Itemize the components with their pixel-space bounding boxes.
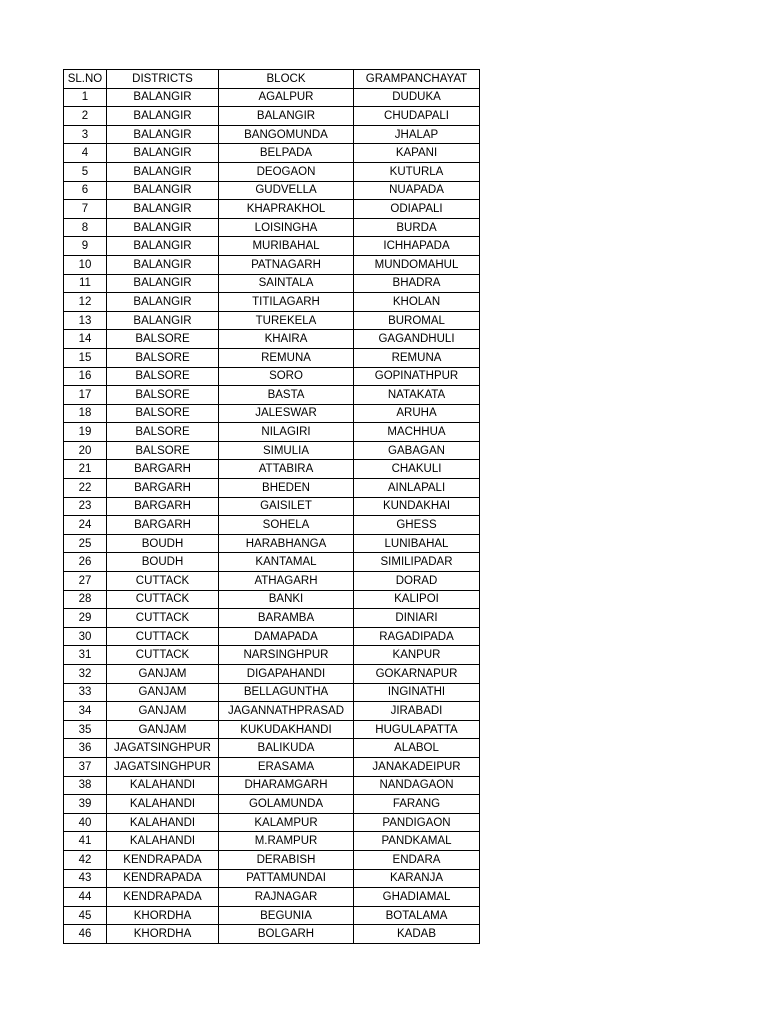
cell-grampanchayat: RAGADIPADA bbox=[354, 627, 480, 646]
table-row bbox=[64, 572, 480, 591]
cell-district: CUTTACK bbox=[107, 627, 219, 646]
cell-grampanchayat: AINLAPALI bbox=[354, 479, 480, 498]
cell-block: DHARAMGARH bbox=[219, 776, 354, 795]
cell-grampanchayat: SIMILIPADAR bbox=[354, 553, 480, 572]
cell-slno: 36 bbox=[64, 739, 107, 758]
cell-grampanchayat: ARUHA bbox=[354, 404, 480, 423]
cell-district: BALANGIR bbox=[107, 311, 219, 330]
cell-grampanchayat: INGINATHI bbox=[354, 683, 480, 702]
cell-slno: 46 bbox=[64, 925, 107, 944]
cell-district: KALAHANDI bbox=[107, 832, 219, 851]
cell-grampanchayat: PANDIGAON bbox=[354, 813, 480, 832]
cell-grampanchayat: DORAD bbox=[354, 572, 480, 591]
cell-block: SORO bbox=[219, 367, 354, 386]
cell-district: BALSORE bbox=[107, 441, 219, 460]
table-row bbox=[64, 237, 480, 256]
header-districts: DISTRICTS bbox=[107, 70, 219, 89]
cell-slno: 34 bbox=[64, 702, 107, 721]
cell-district: JAGATSINGHPUR bbox=[107, 757, 219, 776]
cell-grampanchayat: JHALAP bbox=[354, 125, 480, 144]
table-row bbox=[64, 888, 480, 907]
cell-slno: 1 bbox=[64, 88, 107, 107]
cell-grampanchayat: KADAB bbox=[354, 925, 480, 944]
cell-slno: 35 bbox=[64, 720, 107, 739]
table-row bbox=[64, 869, 480, 888]
cell-slno: 33 bbox=[64, 683, 107, 702]
cell-slno: 27 bbox=[64, 572, 107, 591]
cell-district: BALANGIR bbox=[107, 144, 219, 163]
cell-district: GANJAM bbox=[107, 683, 219, 702]
cell-slno: 2 bbox=[64, 107, 107, 126]
cell-district: BOUDH bbox=[107, 534, 219, 553]
cell-grampanchayat: DINIARI bbox=[354, 609, 480, 628]
table-header-row bbox=[64, 70, 480, 89]
cell-district: BALANGIR bbox=[107, 181, 219, 200]
cell-district: KALAHANDI bbox=[107, 813, 219, 832]
cell-district: CUTTACK bbox=[107, 590, 219, 609]
cell-block: SOHELA bbox=[219, 516, 354, 535]
cell-slno: 24 bbox=[64, 516, 107, 535]
cell-block: PATTAMUNDAI bbox=[219, 869, 354, 888]
cell-grampanchayat: JANAKADEIPUR bbox=[354, 757, 480, 776]
cell-block: ERASAMA bbox=[219, 757, 354, 776]
cell-block: JALESWAR bbox=[219, 404, 354, 423]
table-row bbox=[64, 850, 480, 869]
cell-grampanchayat: KAPANI bbox=[354, 144, 480, 163]
cell-block: DERABISH bbox=[219, 850, 354, 869]
table-row bbox=[64, 534, 480, 553]
cell-block: BELLAGUNTHA bbox=[219, 683, 354, 702]
cell-slno: 30 bbox=[64, 627, 107, 646]
cell-slno: 15 bbox=[64, 348, 107, 367]
cell-district: BALANGIR bbox=[107, 218, 219, 237]
cell-block: BEGUNIA bbox=[219, 906, 354, 925]
table-row bbox=[64, 293, 480, 312]
cell-block: GAISILET bbox=[219, 497, 354, 516]
table-row bbox=[64, 925, 480, 944]
cell-grampanchayat: ENDARA bbox=[354, 850, 480, 869]
cell-slno: 7 bbox=[64, 200, 107, 219]
table-row bbox=[64, 720, 480, 739]
cell-district: BALANGIR bbox=[107, 293, 219, 312]
cell-district: KENDRAPADA bbox=[107, 888, 219, 907]
cell-district: GANJAM bbox=[107, 720, 219, 739]
cell-slno: 37 bbox=[64, 757, 107, 776]
cell-grampanchayat: GAGANDHULI bbox=[354, 330, 480, 349]
cell-block: BANKI bbox=[219, 590, 354, 609]
cell-grampanchayat: REMUNA bbox=[354, 348, 480, 367]
table-row bbox=[64, 255, 480, 274]
table-row bbox=[64, 553, 480, 572]
cell-slno: 16 bbox=[64, 367, 107, 386]
table-row bbox=[64, 832, 480, 851]
cell-block: NARSINGHPUR bbox=[219, 646, 354, 665]
cell-grampanchayat: MUNDOMAHUL bbox=[354, 255, 480, 274]
cell-grampanchayat: PANDKAMAL bbox=[354, 832, 480, 851]
cell-district: GANJAM bbox=[107, 665, 219, 684]
cell-district: BARGARH bbox=[107, 516, 219, 535]
cell-slno: 31 bbox=[64, 646, 107, 665]
cell-slno: 18 bbox=[64, 404, 107, 423]
cell-block: DIGAPAHANDI bbox=[219, 665, 354, 684]
cell-slno: 41 bbox=[64, 832, 107, 851]
cell-slno: 9 bbox=[64, 237, 107, 256]
cell-grampanchayat: NUAPADA bbox=[354, 181, 480, 200]
cell-slno: 17 bbox=[64, 386, 107, 405]
cell-block: HARABHANGA bbox=[219, 534, 354, 553]
cell-block: PATNAGARH bbox=[219, 255, 354, 274]
table-row bbox=[64, 441, 480, 460]
table-row bbox=[64, 162, 480, 181]
cell-grampanchayat: KALIPOI bbox=[354, 590, 480, 609]
table-row bbox=[64, 107, 480, 126]
cell-block: KHAIRA bbox=[219, 330, 354, 349]
cell-slno: 6 bbox=[64, 181, 107, 200]
cell-slno: 4 bbox=[64, 144, 107, 163]
table-row bbox=[64, 516, 480, 535]
cell-district: BALSORE bbox=[107, 348, 219, 367]
table-row bbox=[64, 311, 480, 330]
cell-district: JAGATSINGHPUR bbox=[107, 739, 219, 758]
cell-slno: 8 bbox=[64, 218, 107, 237]
table-row bbox=[64, 702, 480, 721]
cell-district: BALANGIR bbox=[107, 162, 219, 181]
cell-block: NILAGIRI bbox=[219, 423, 354, 442]
cell-slno: 23 bbox=[64, 497, 107, 516]
table-row bbox=[64, 125, 480, 144]
table-row bbox=[64, 330, 480, 349]
table-row bbox=[64, 683, 480, 702]
cell-slno: 14 bbox=[64, 330, 107, 349]
cell-slno: 3 bbox=[64, 125, 107, 144]
cell-district: CUTTACK bbox=[107, 609, 219, 628]
cell-slno: 21 bbox=[64, 460, 107, 479]
table-row bbox=[64, 479, 480, 498]
cell-block: GOLAMUNDA bbox=[219, 795, 354, 814]
table-row bbox=[64, 181, 480, 200]
table-row bbox=[64, 590, 480, 609]
cell-block: BALANGIR bbox=[219, 107, 354, 126]
cell-district: BALANGIR bbox=[107, 237, 219, 256]
cell-grampanchayat: MACHHUA bbox=[354, 423, 480, 442]
cell-district: BARGARH bbox=[107, 460, 219, 479]
cell-block: SIMULIA bbox=[219, 441, 354, 460]
cell-district: BALANGIR bbox=[107, 274, 219, 293]
cell-grampanchayat: BURDA bbox=[354, 218, 480, 237]
table-row bbox=[64, 795, 480, 814]
table-row bbox=[64, 200, 480, 219]
cell-slno: 43 bbox=[64, 869, 107, 888]
cell-grampanchayat: KHOLAN bbox=[354, 293, 480, 312]
cell-grampanchayat: LUNIBAHAL bbox=[354, 534, 480, 553]
cell-district: BALSORE bbox=[107, 330, 219, 349]
cell-district: BARGARH bbox=[107, 497, 219, 516]
cell-district: BALANGIR bbox=[107, 255, 219, 274]
table-row bbox=[64, 813, 480, 832]
header-slno: SL.NO bbox=[64, 70, 107, 89]
table-row bbox=[64, 776, 480, 795]
cell-grampanchayat: ALABOL bbox=[354, 739, 480, 758]
table-row bbox=[64, 665, 480, 684]
cell-grampanchayat: BUROMAL bbox=[354, 311, 480, 330]
cell-block: GUDVELLA bbox=[219, 181, 354, 200]
cell-grampanchayat: NATAKATA bbox=[354, 386, 480, 405]
table-row bbox=[64, 423, 480, 442]
cell-grampanchayat: ODIAPALI bbox=[354, 200, 480, 219]
cell-grampanchayat: NANDAGAON bbox=[354, 776, 480, 795]
table-row bbox=[64, 739, 480, 758]
cell-block: BASTA bbox=[219, 386, 354, 405]
table-row bbox=[64, 218, 480, 237]
cell-district: BALSORE bbox=[107, 404, 219, 423]
cell-block: AGALPUR bbox=[219, 88, 354, 107]
cell-slno: 45 bbox=[64, 906, 107, 925]
grampanchayat-table bbox=[63, 69, 480, 944]
cell-district: KHORDHA bbox=[107, 925, 219, 944]
table-row bbox=[64, 348, 480, 367]
cell-block: BOLGARH bbox=[219, 925, 354, 944]
cell-slno: 22 bbox=[64, 479, 107, 498]
cell-block: BHEDEN bbox=[219, 479, 354, 498]
cell-block: MURIBAHAL bbox=[219, 237, 354, 256]
cell-district: KENDRAPADA bbox=[107, 850, 219, 869]
cell-slno: 13 bbox=[64, 311, 107, 330]
cell-slno: 38 bbox=[64, 776, 107, 795]
table-row bbox=[64, 646, 480, 665]
table-row bbox=[64, 497, 480, 516]
table-row bbox=[64, 906, 480, 925]
cell-block: KHAPRAKHOL bbox=[219, 200, 354, 219]
table-row bbox=[64, 144, 480, 163]
table-row bbox=[64, 627, 480, 646]
cell-block: BALIKUDA bbox=[219, 739, 354, 758]
cell-grampanchayat: JIRABADI bbox=[354, 702, 480, 721]
cell-block: DEOGAON bbox=[219, 162, 354, 181]
cell-slno: 11 bbox=[64, 274, 107, 293]
cell-block: TUREKELA bbox=[219, 311, 354, 330]
cell-grampanchayat: GHESS bbox=[354, 516, 480, 535]
cell-block: JAGANNATHPRASAD bbox=[219, 702, 354, 721]
cell-district: BALSORE bbox=[107, 367, 219, 386]
cell-slno: 10 bbox=[64, 255, 107, 274]
cell-grampanchayat: GOKARNAPUR bbox=[354, 665, 480, 684]
cell-grampanchayat: KUTURLA bbox=[354, 162, 480, 181]
cell-block: KUKUDAKHANDI bbox=[219, 720, 354, 739]
table-row bbox=[64, 367, 480, 386]
header-grampanchayat: GRAMPANCHAYAT bbox=[354, 70, 480, 89]
cell-block: ATHAGARH bbox=[219, 572, 354, 591]
cell-slno: 5 bbox=[64, 162, 107, 181]
cell-slno: 19 bbox=[64, 423, 107, 442]
cell-block: BARAMBA bbox=[219, 609, 354, 628]
table-row bbox=[64, 88, 480, 107]
cell-district: BARGARH bbox=[107, 479, 219, 498]
cell-block: TITILAGARH bbox=[219, 293, 354, 312]
cell-slno: 40 bbox=[64, 813, 107, 832]
table-row bbox=[64, 757, 480, 776]
cell-slno: 44 bbox=[64, 888, 107, 907]
cell-grampanchayat: HUGULAPATTA bbox=[354, 720, 480, 739]
cell-block: M.RAMPUR bbox=[219, 832, 354, 851]
cell-grampanchayat: BOTALAMA bbox=[354, 906, 480, 925]
cell-district: BALSORE bbox=[107, 423, 219, 442]
cell-grampanchayat: CHUDAPALI bbox=[354, 107, 480, 126]
cell-grampanchayat: DUDUKA bbox=[354, 88, 480, 107]
cell-grampanchayat: BHADRA bbox=[354, 274, 480, 293]
cell-block: DAMAPADA bbox=[219, 627, 354, 646]
cell-district: KHORDHA bbox=[107, 906, 219, 925]
cell-district: BALANGIR bbox=[107, 107, 219, 126]
table-row bbox=[64, 609, 480, 628]
cell-slno: 26 bbox=[64, 553, 107, 572]
cell-block: KANTAMAL bbox=[219, 553, 354, 572]
cell-grampanchayat: KUNDAKHAI bbox=[354, 497, 480, 516]
cell-block: REMUNA bbox=[219, 348, 354, 367]
cell-grampanchayat: GOPINATHPUR bbox=[354, 367, 480, 386]
cell-block: BELPADA bbox=[219, 144, 354, 163]
cell-district: BALANGIR bbox=[107, 88, 219, 107]
cell-district: GANJAM bbox=[107, 702, 219, 721]
cell-block: RAJNAGAR bbox=[219, 888, 354, 907]
cell-district: BOUDH bbox=[107, 553, 219, 572]
cell-grampanchayat: FARANG bbox=[354, 795, 480, 814]
header-block: BLOCK bbox=[219, 70, 354, 89]
table-row bbox=[64, 386, 480, 405]
cell-slno: 25 bbox=[64, 534, 107, 553]
cell-block: LOISINGHA bbox=[219, 218, 354, 237]
cell-district: BALANGIR bbox=[107, 125, 219, 144]
table-body bbox=[64, 88, 480, 943]
cell-district: BALANGIR bbox=[107, 200, 219, 219]
cell-district: CUTTACK bbox=[107, 646, 219, 665]
cell-grampanchayat: KARANJA bbox=[354, 869, 480, 888]
cell-grampanchayat: KANPUR bbox=[354, 646, 480, 665]
cell-slno: 28 bbox=[64, 590, 107, 609]
cell-slno: 42 bbox=[64, 850, 107, 869]
cell-district: KENDRAPADA bbox=[107, 869, 219, 888]
cell-grampanchayat: GHADIAMAL bbox=[354, 888, 480, 907]
cell-block: ATTABIRA bbox=[219, 460, 354, 479]
cell-district: KALAHANDI bbox=[107, 776, 219, 795]
cell-grampanchayat: CHAKULI bbox=[354, 460, 480, 479]
cell-grampanchayat: ICHHAPADA bbox=[354, 237, 480, 256]
table-row bbox=[64, 404, 480, 423]
cell-district: KALAHANDI bbox=[107, 795, 219, 814]
cell-slno: 32 bbox=[64, 665, 107, 684]
cell-block: KALAMPUR bbox=[219, 813, 354, 832]
table-row bbox=[64, 460, 480, 479]
cell-slno: 12 bbox=[64, 293, 107, 312]
cell-district: BALSORE bbox=[107, 386, 219, 405]
cell-slno: 29 bbox=[64, 609, 107, 628]
table-row bbox=[64, 274, 480, 293]
cell-block: SAINTALA bbox=[219, 274, 354, 293]
cell-slno: 20 bbox=[64, 441, 107, 460]
cell-slno: 39 bbox=[64, 795, 107, 814]
cell-district: CUTTACK bbox=[107, 572, 219, 591]
cell-grampanchayat: GABAGAN bbox=[354, 441, 480, 460]
cell-block: BANGOMUNDA bbox=[219, 125, 354, 144]
